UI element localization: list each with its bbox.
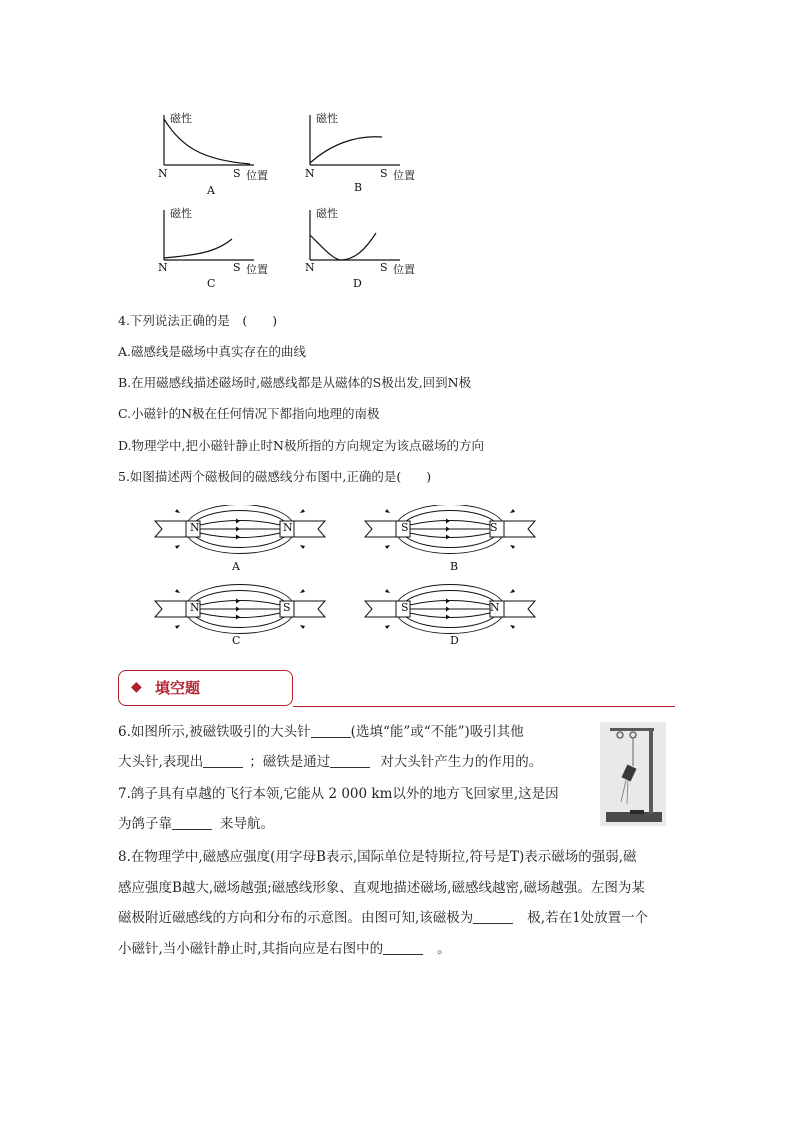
q6-line-2	[118, 750, 542, 770]
q8-text-1: 磁极附近磁感线的方向和分布的示意图。由图可知,该磁极为	[118, 910, 474, 926]
q8-line-3	[118, 906, 648, 926]
graph-c-y-label: 磁性	[170, 207, 192, 220]
magnet-pin-photo	[600, 722, 666, 826]
graph-b-caption: B	[354, 181, 363, 194]
q4-option-d: D.物理学中,把小磁针静止时N极所指的方向规定为该点磁场的方向	[118, 438, 484, 453]
graph-b-x-label: 位置	[393, 169, 415, 182]
graph-d-curve	[310, 233, 376, 260]
q7-line-1: 7.鸽子具有卓越的飞行本领,它能从 2 000 km以外的地方飞回家里,这是因	[118, 786, 559, 802]
graph-c-x-label: 位置	[246, 263, 268, 276]
graph-b-y-label: 磁性	[316, 112, 338, 125]
q6-text-3: 大头针,表现出	[118, 754, 204, 770]
q7-line-2	[118, 812, 274, 832]
diagram-a-caption: A	[232, 560, 240, 573]
section-rule	[293, 706, 675, 707]
q8-text-3: 小磁针,当小磁针静止时,其指向应是右图中的	[118, 941, 384, 957]
diagram-d-left-pole: S	[401, 601, 409, 614]
graph-a-n-label: N	[158, 167, 168, 180]
graph-a-caption: A	[207, 184, 215, 197]
diamond-icon: ◆	[131, 679, 142, 695]
graph-b-s-label: S	[380, 167, 388, 180]
graph-c-n-label: N	[158, 261, 168, 274]
diagram-b-left-pole: S	[401, 521, 409, 534]
q8-blank-2[interactable]	[383, 940, 423, 955]
q8-line-1: 8.在物理学中,磁感应强度(用字母B表示,国际单位是特斯拉,符号是T)表示磁场的强弱,磁	[118, 849, 637, 865]
diagram-c-right-pole: S	[283, 601, 291, 614]
graph-d-n-label: N	[305, 261, 315, 274]
diagram-b-caption: B	[450, 560, 459, 573]
graph-d-x-label: 位置	[393, 263, 415, 276]
q8-text-2: 极,若在1处放置一个	[527, 910, 649, 926]
section-heading	[118, 670, 293, 706]
diagram-d-right-pole: N	[490, 601, 500, 614]
q8-line-4	[118, 937, 451, 957]
graph-d-caption: D	[353, 277, 362, 290]
q4-option-b: B.在用磁感线描述磁场时,磁感线都是从磁体的S极出发,回到N极	[118, 375, 472, 390]
diagram-b-right-pole: S	[490, 521, 498, 534]
diagram-c-left-pole: N	[190, 601, 200, 614]
q6-text-5: 对大头针产生力的作用的。	[380, 754, 543, 770]
graph-a-y-label: 磁性	[170, 112, 192, 125]
diagram-a-left-pole: N	[190, 521, 200, 534]
q8-text-4: 。	[437, 941, 451, 957]
q8-line-2: 感应强度B越大,磁场越强;磁感线形象、直观地描述磁场,磁感线越密,磁场越强。左图为某	[118, 880, 645, 896]
q6-blank-1[interactable]	[311, 723, 351, 738]
q8-blank-1[interactable]	[473, 909, 513, 924]
graph-d-s-label: S	[380, 261, 388, 274]
diagram-c-caption: C	[232, 634, 241, 647]
q4-option-a: A.磁感线是磁场中真实存在的曲线	[118, 344, 307, 359]
q4-option-c: C.小磁针的N极在任何情况下都指向地理的南极	[118, 406, 380, 421]
diagram-d	[365, 585, 535, 634]
graph-a-s-label: S	[233, 167, 241, 180]
q4-stem: 4.下列说法正确的是 ( )	[118, 313, 278, 328]
q5-stem: 5.如图描述两个磁极间的磁感线分布图中,正确的是( )	[118, 469, 432, 484]
q6-text-1: 6.如图所示,被磁铁吸引的大头针	[118, 724, 311, 740]
q6-blank-3[interactable]	[330, 753, 370, 768]
q7-text-2: 来导航。	[220, 816, 274, 832]
diagram-a-right-pole: N	[283, 521, 293, 534]
graph-d-y-label: 磁性	[316, 207, 338, 220]
q7-blank-1[interactable]	[172, 815, 212, 830]
q6-blank-2[interactable]	[203, 753, 243, 768]
graph-c-caption: C	[207, 277, 216, 290]
q6-line-1	[118, 720, 524, 740]
q6-text-2: (选填“能”或“不能”)吸引其他	[350, 724, 524, 740]
section-title: 填空题	[155, 679, 201, 697]
diagram-a	[155, 505, 325, 554]
q7-text-1: 为鸽子靠	[118, 816, 172, 832]
graph-a-x-label: 位置	[246, 169, 268, 182]
graph-b-curve	[310, 137, 382, 163]
graph-c-curve	[164, 239, 232, 258]
graph-b-n-label: N	[305, 167, 315, 180]
diagram-c	[155, 585, 325, 634]
diagram-b	[365, 505, 535, 554]
diagram-d-caption: D	[450, 634, 459, 647]
graph-c-s-label: S	[233, 261, 241, 274]
q6-text-4: ；磁铁是通过	[249, 754, 331, 770]
